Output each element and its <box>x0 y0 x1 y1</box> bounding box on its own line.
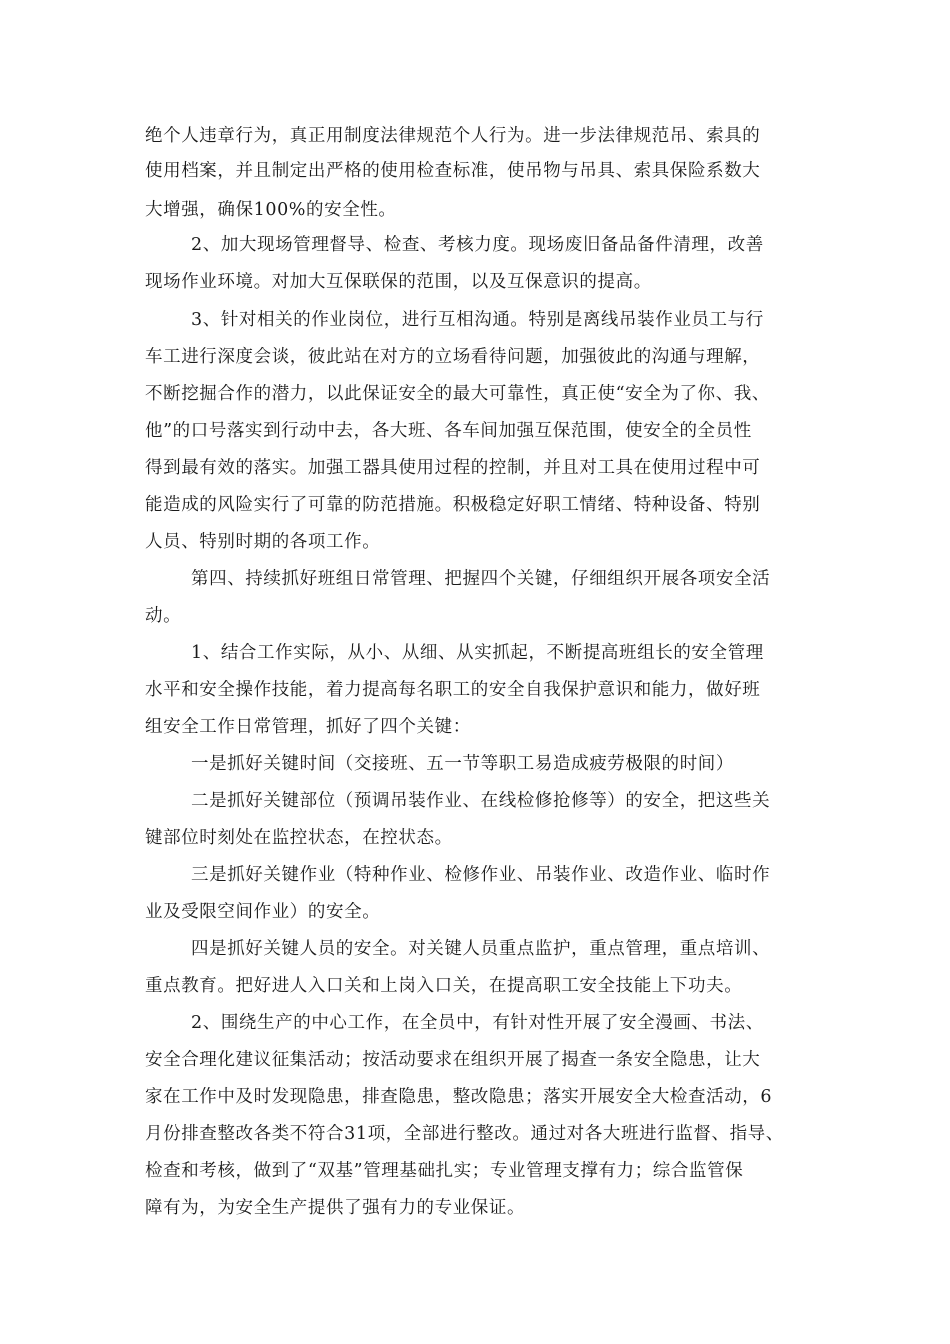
text-line: 第四、持续抓好班组日常管理、把握四个关键，仔细组织开展各项安全活 <box>191 569 771 589</box>
text-line: 能造成的风险实行了可靠的防范措施。积极稳定好职工情绪、特种设备、特别 <box>145 495 761 515</box>
text-line: 动。 <box>145 606 182 626</box>
text-line: 使用档案，并且制定出严格的使用检查标准，使吊物与吊具、索具保险系数大 <box>145 161 761 181</box>
text-line: 业及受限空间作业）的安全。 <box>145 902 381 922</box>
text-line: 四是抓好关键人员的安全。对关键人员重点监护，重点管理，重点培训、 <box>191 939 771 959</box>
text-line: 绝个人违章行为，真正用制度法律规范个人行为。进一步法律规范吊、索具的 <box>145 126 761 146</box>
text-line: 一是抓好关键时间（交接班、五一节等职工易造成疲劳极限的时间） <box>191 754 734 774</box>
text-line: 不断挖掘合作的潜力，以此保证安全的最大可靠性，真正使“安全为了你、我、 <box>145 384 770 404</box>
text-line: 月份排查整改各类不符合31项，全部进行整改。通过对各大班进行监督、指导、 <box>145 1124 784 1144</box>
text-line: 2、加大现场管理督导、检查、考核力度。现场废旧备品备件清理，改善 <box>191 235 764 255</box>
text-line: 大增强，确保100%的安全性。 <box>145 200 397 220</box>
text-line: 人员、特别时期的各项工作。 <box>145 532 381 552</box>
text-line: 1、结合工作实际，从小、从细、从实抓起，不断提高班组长的安全管理 <box>191 643 764 663</box>
text-line: 他”的口号落实到行动中去，各大班、各车间加强互保范围，使安全的全员性 <box>145 421 752 441</box>
text-line: 车工进行深度会谈，彼此站在对方的立场看待问题，加强彼此的沟通与理解， <box>145 347 761 367</box>
text-line: 检查和考核，做到了“双基”管理基础扎实；专业管理支撑有力；综合监管保 <box>145 1161 744 1181</box>
text-line: 障有为，为安全生产提供了强有力的专业保证。 <box>145 1198 526 1218</box>
text-line: 现场作业环境。对加大互保联保的范围，以及互保意识的提高。 <box>145 272 652 292</box>
text-line: 键部位时刻处在监控状态，在控状态。 <box>145 828 453 848</box>
text-line: 安全合理化建议征集活动；按活动要求在组织开展了揭查一条安全隐患，让大 <box>145 1050 761 1070</box>
text-line: 得到最有效的落实。加强工器具使用过程的控制，并且对工具在使用过程中可 <box>145 458 761 478</box>
text-line: 2、围绕生产的中心工作，在全员中，有针对性开展了安全漫画、书法、 <box>191 1013 764 1033</box>
text-line: 水平和安全操作技能，着力提高每名职工的安全自我保护意识和能力，做好班 <box>145 680 761 700</box>
text-line: 三是抓好关键作业（特种作业、检修作业、吊装作业、改造作业、临时作 <box>191 865 771 885</box>
text-line: 3、针对相关的作业岗位，进行互相沟通。特别是离线吊装作业员工与行 <box>191 310 764 330</box>
text-line: 家在工作中及时发现隐患，排查隐患，整改隐患；落实开展安全大检查活动，6 <box>145 1087 773 1107</box>
text-line: 组安全工作日常管理，抓好了四个关键： <box>145 717 471 737</box>
text-line: 二是抓好关键部位（预调吊装作业、在线检修抢修等）的安全，把这些关 <box>191 791 771 811</box>
text-line: 重点教育。把好进人入口关和上岗入口关，在提高职工安全技能上下功夫。 <box>145 976 743 996</box>
